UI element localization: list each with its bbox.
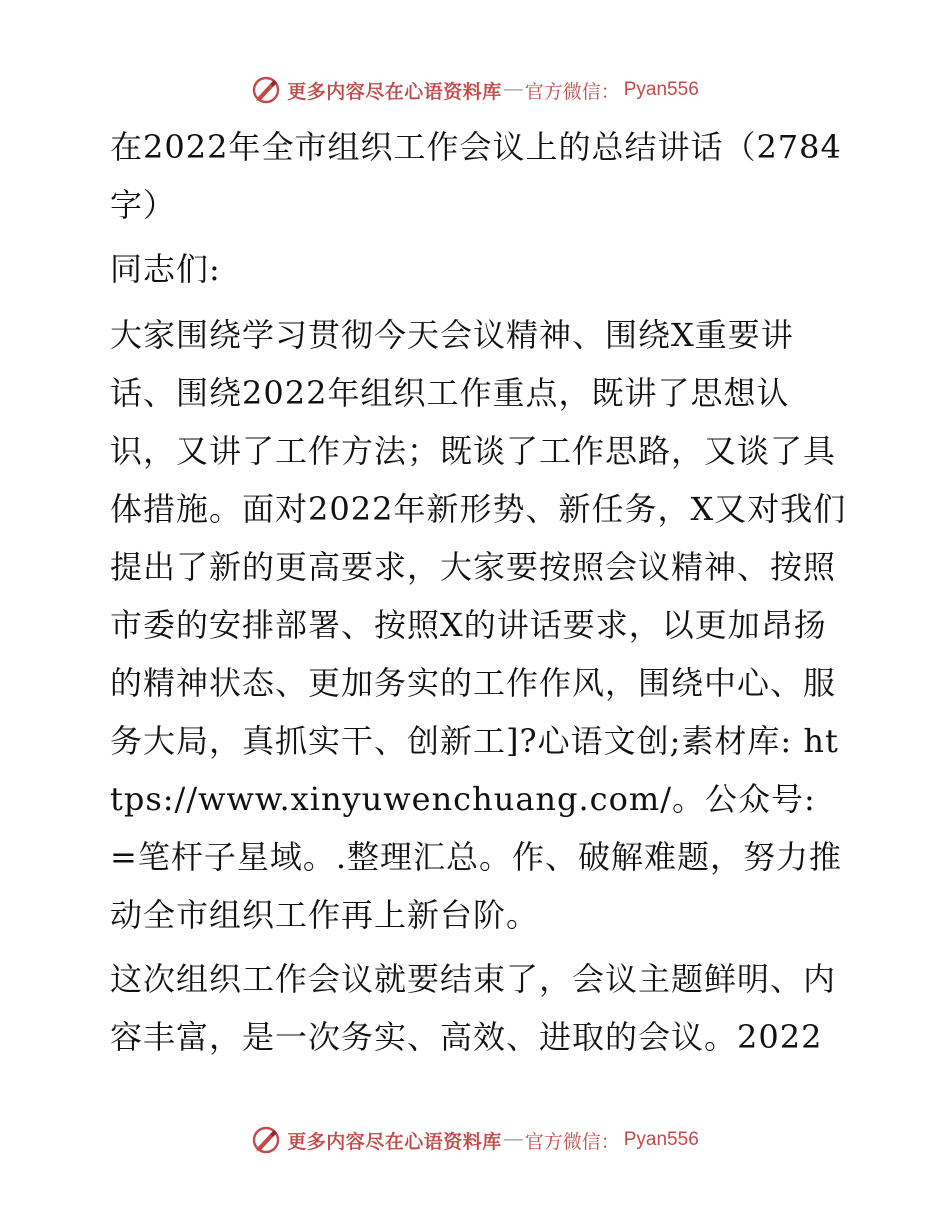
banner-separator: — bbox=[503, 79, 523, 100]
banner-wechat-label: 官方微信： bbox=[524, 1130, 620, 1153]
banner-wechat-handle: Pyan556 bbox=[623, 79, 699, 100]
header-banner bbox=[0, 70, 950, 110]
paragraph: 这次组织工作会议就要结束了，会议主题鲜明、内容丰富，是一次务实、高效、进取的会议。2022 bbox=[110, 960, 837, 1056]
banner-promo-text: 更多内容尽在心语资料库 bbox=[287, 1130, 502, 1153]
pen-logo-icon bbox=[251, 75, 281, 105]
paragraph: 大家围绕学习贯彻今天会议精神、围绕X重要讲话、围绕2022年组织工作重点，既讲了思想认识，又讲了工作方法；既谈了工作思路，又谈了具体措施。面对2022年新形势、新任务，X又对我们提出了新的更高要求，大家要按照会议精神、按照市委的安排部署、按照X的讲话要求，以更加昂扬的精神状态、更加务实的工作作风，围绕中心、服务大局，真抓实干、创新工]?心语文创;素材库: https://www.xinyuwenchuang.com/。公众号: =笔杆子星域。.整理汇总。作、破解难题，努力推动全市组织工作再上新台阶。 bbox=[110, 316, 847, 934]
document-title: 在2022年全市组织工作会议上的总结讲话（2784字） bbox=[110, 128, 842, 224]
document-body bbox=[98, 118, 850, 1108]
banner-wechat-handle: Pyan556 bbox=[623, 1129, 699, 1150]
banner-wechat-label: 官方微信： bbox=[524, 80, 620, 103]
footer-banner bbox=[0, 1120, 950, 1160]
banner-separator: — bbox=[503, 1129, 523, 1150]
pen-logo-icon bbox=[251, 1125, 281, 1155]
greeting: 同志们: bbox=[110, 250, 221, 288]
banner-promo-text: 更多内容尽在心语资料库 bbox=[287, 80, 502, 103]
